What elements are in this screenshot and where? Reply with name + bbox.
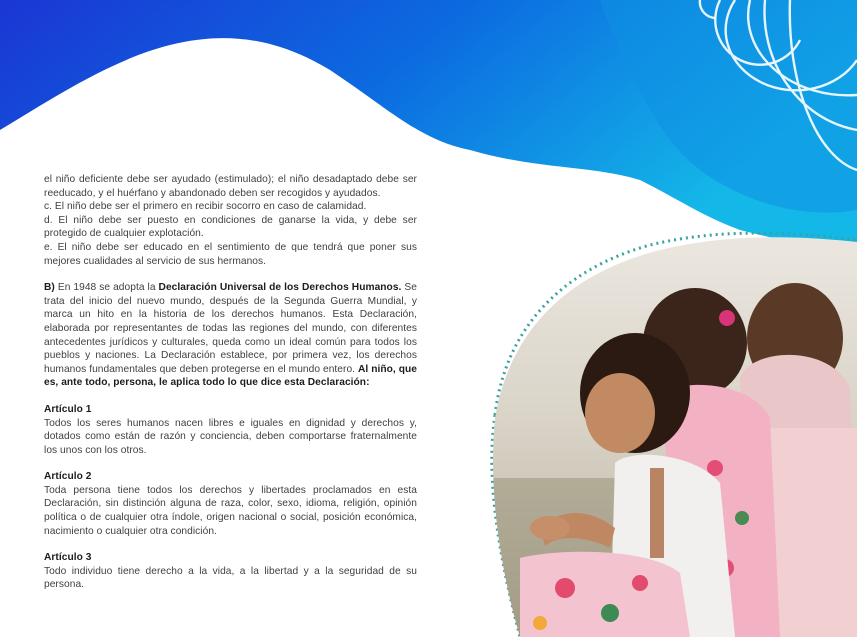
article-1-text: Todos los seres humanos nacen libres e iguales en dignidad y derechos y, dotados como están de razón y conciencia, deben comportarse fraternalmente los unos con los otros. xyxy=(44,417,417,456)
section-b-label: B) xyxy=(44,282,55,294)
list-item-b-continuation: el niño deficiente debe ser ayudado (estimulado); el niño desadaptado debe ser reeducado, y el huérfano y abandonado deben ser recogidos y ayudados. xyxy=(44,174,417,199)
section-b-closing: Al niño, que es, ante todo, persona, le aplica todo lo que dice esta Declaración: xyxy=(44,363,417,389)
article-2-text: Toda persona tiene todos los derechos y libertades proclamados en esta Declaración, sin distinción alguna de raza, color, sexo, idioma, religión, opinión política o de cualquier otra índole, origen nacional o social, posición económica, nacimiento o cualquier otra condición. xyxy=(44,484,417,537)
declaration-title: Declaración Universal de los Derechos Humanos. xyxy=(158,282,402,294)
list-item-e: e. El niño debe ser educado en el sentimiento de que tendrá que poner sus mejores cualidades al servicio de sus hermanos. xyxy=(44,241,417,267)
list-item-c: c. El niño debe ser el primero en recibir socorro en caso de calamidad. xyxy=(44,201,367,213)
section-b-intro: En 1948 se adopta la xyxy=(54,282,159,294)
section-b-paragraph xyxy=(44,281,417,390)
article-2-title: Artículo 2 xyxy=(44,471,92,483)
article-3-text: Todo individuo tiene derecho a la vida, a la libertad y a la seguridad de su persona. xyxy=(44,565,417,591)
list-item-d: d. El niño debe ser puesto en condiciones de ganarse la vida, y debe ser protegido de cualquier explotación. xyxy=(44,214,417,240)
children-photo xyxy=(480,228,857,637)
article-1-title: Artículo 1 xyxy=(44,403,92,415)
body-text-column xyxy=(44,173,417,592)
section-b-body: Se trata del inicio del nuevo mundo, después de la Segunda Guerra Mundial, y marca un hito en la historia de los derechos humanos. Esta Declaración, elaborada por representantes de todas las regiones del mundo, con diferentes antecedentes jurídicos y culturales, queda como un ideal común para todos los pueblos y naciones. La Declaración establece, por primera vez, los derechos humanos fundamentales que deben protegerse en el mundo entero. xyxy=(44,282,417,375)
article-3-title: Artículo 3 xyxy=(44,552,92,564)
